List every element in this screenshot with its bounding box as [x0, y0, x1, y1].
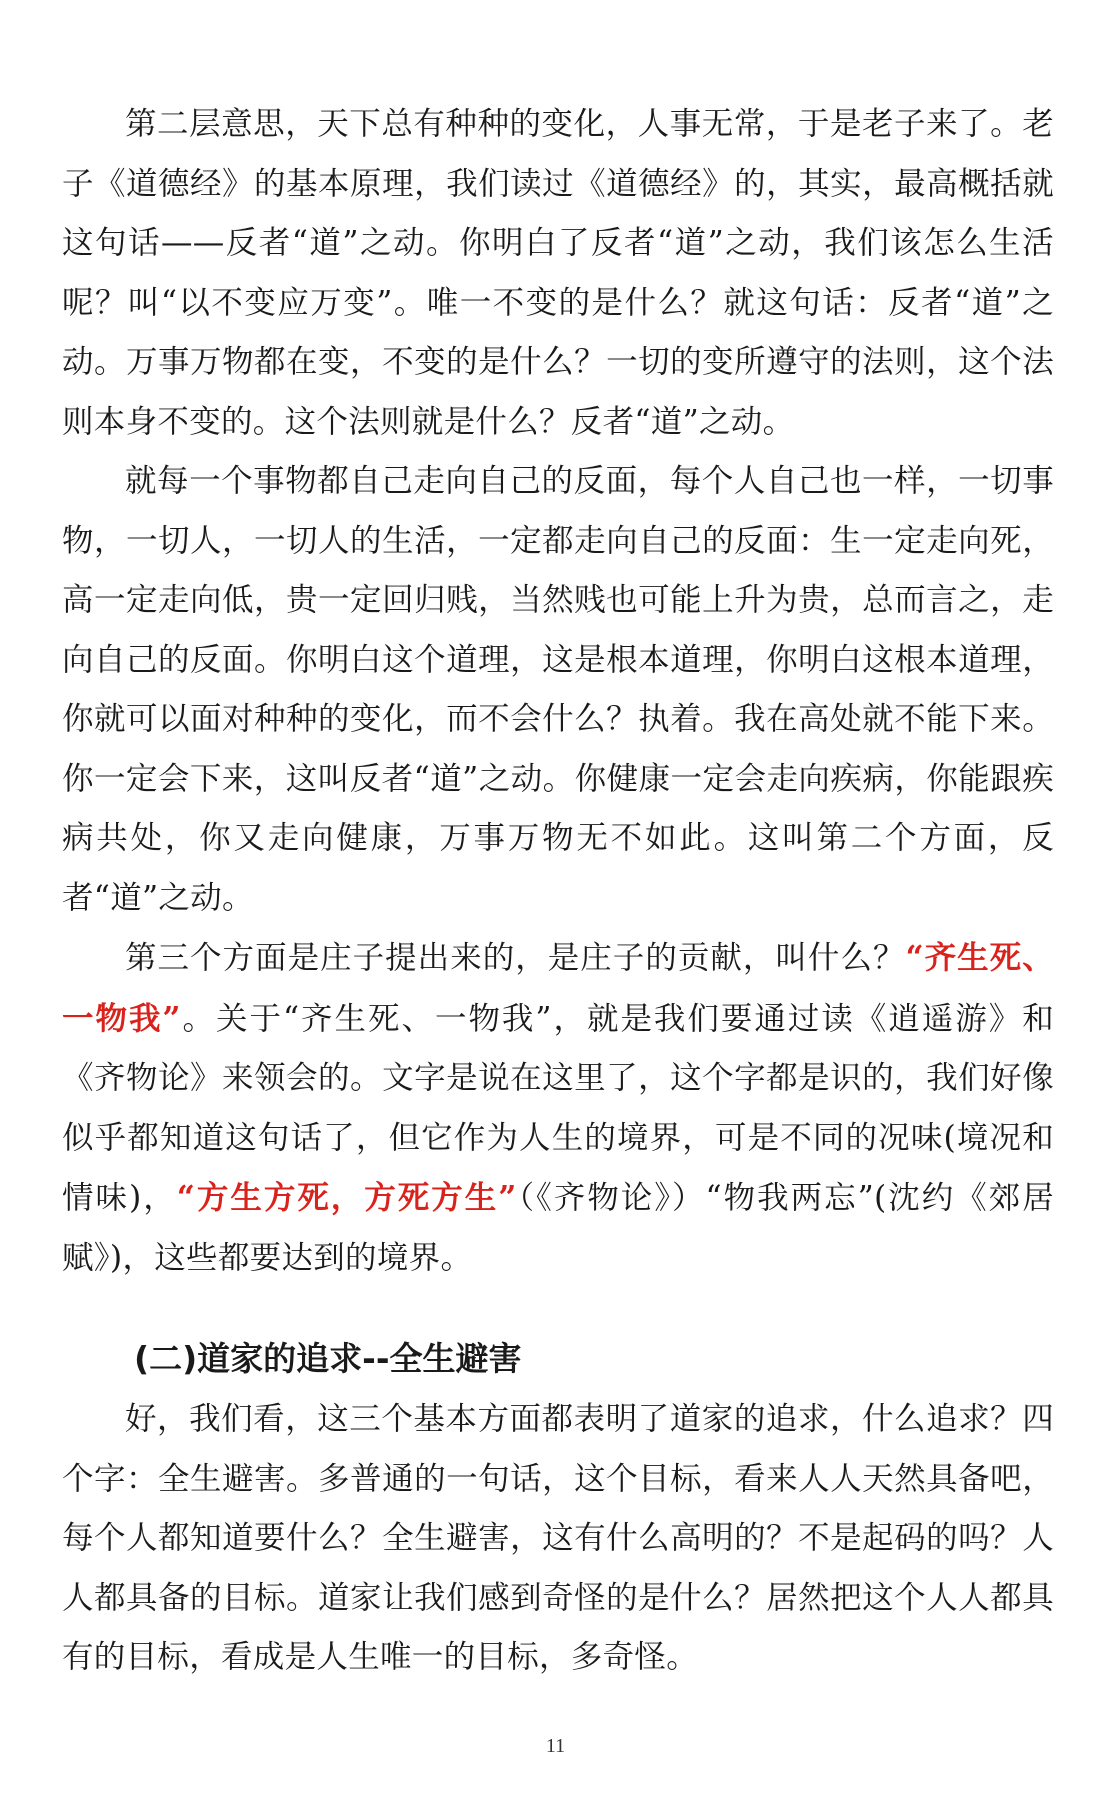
- section-heading: (二)道家的追求--全生避害: [134, 1339, 522, 1378]
- paragraph-3-text-c: （《齐物论》）“物我两忘”(沈约《郊居赋》)，这些都要达到的境界。: [62, 1180, 1054, 1276]
- paragraph-2: 就每一个事物都自己走向自己的反面，每个人自己也一样，一切事物，一切人，一切人的生活，一定都走向自己的反面：生一定走向死，高一定走向低，贵一定回归贱，当然贱也可能上升为贵，总而言之，走向自己的反面。你明白这个道理，这是根本道理，你明白这根本道理，你就可以面对种种的变化，而不会什么？执着。我在高处就不能下来。你一定会下来，这叫反者“道”之动。你健康一定会走向疾病，你能跟疾病共处，你又走向健康，万事万物无不如此。这叫第二个方面，反者“道”之动。: [62, 463, 1054, 916]
- paragraph-3: [62, 928, 1054, 1288]
- page-body: [62, 95, 1054, 1688]
- emphasis-fang-sheng-fang-si: “方生方死，方死方生”: [176, 1179, 517, 1216]
- paragraph-3-text-a: 第三个方面是庄子提出来的，是庄子的贡献，叫什么？: [125, 940, 906, 976]
- page-number: 11: [545, 1735, 566, 1757]
- paragraph-4: 好，我们看，这三个基本方面都表明了道家的追求，什么追求？四个字：全生避害。多普通的一句话，这个目标，看来人人天然具备吧，每个人都知道要什么？全生避害，这有什么高明的？不是起码的吗？人人都具备的目标。道家让我们感到奇怪的是什么？居然把这个人人都具有的目标，看成是人生唯一的目标，多奇怪。: [62, 1401, 1054, 1675]
- emphasis-qi-sheng-si: “齐生死、一物我”: [62, 939, 1055, 1037]
- paragraph-3-text-b: 。关于“齐生死、一物我”，就是我们要通过读《逍遥游》和《齐物论》来领会的。文字是说在这里了，这个字都是识的，我们好像似乎都知道这句话了，但它作为人生的境界，可是不同的况味(境况和情味)，: [62, 1000, 1054, 1216]
- paragraph-1: 第二层意思，天下总有种种的变化，人事无常，于是老子来了。老子《道德经》的基本原理，我们读过《道德经》的，其实，最高概括就这句话——反者“道”之动。你明白了反者“道”之动，我们该怎么生活呢？叫“以不变应万变”。唯一不变的是什么？就这句话：反者“道”之动。万事万物都在变，不变的是什么？一切的变所遵守的法则，这个法则本身不变的。这个法则就是什么？反者“道”之动。: [62, 106, 1054, 440]
